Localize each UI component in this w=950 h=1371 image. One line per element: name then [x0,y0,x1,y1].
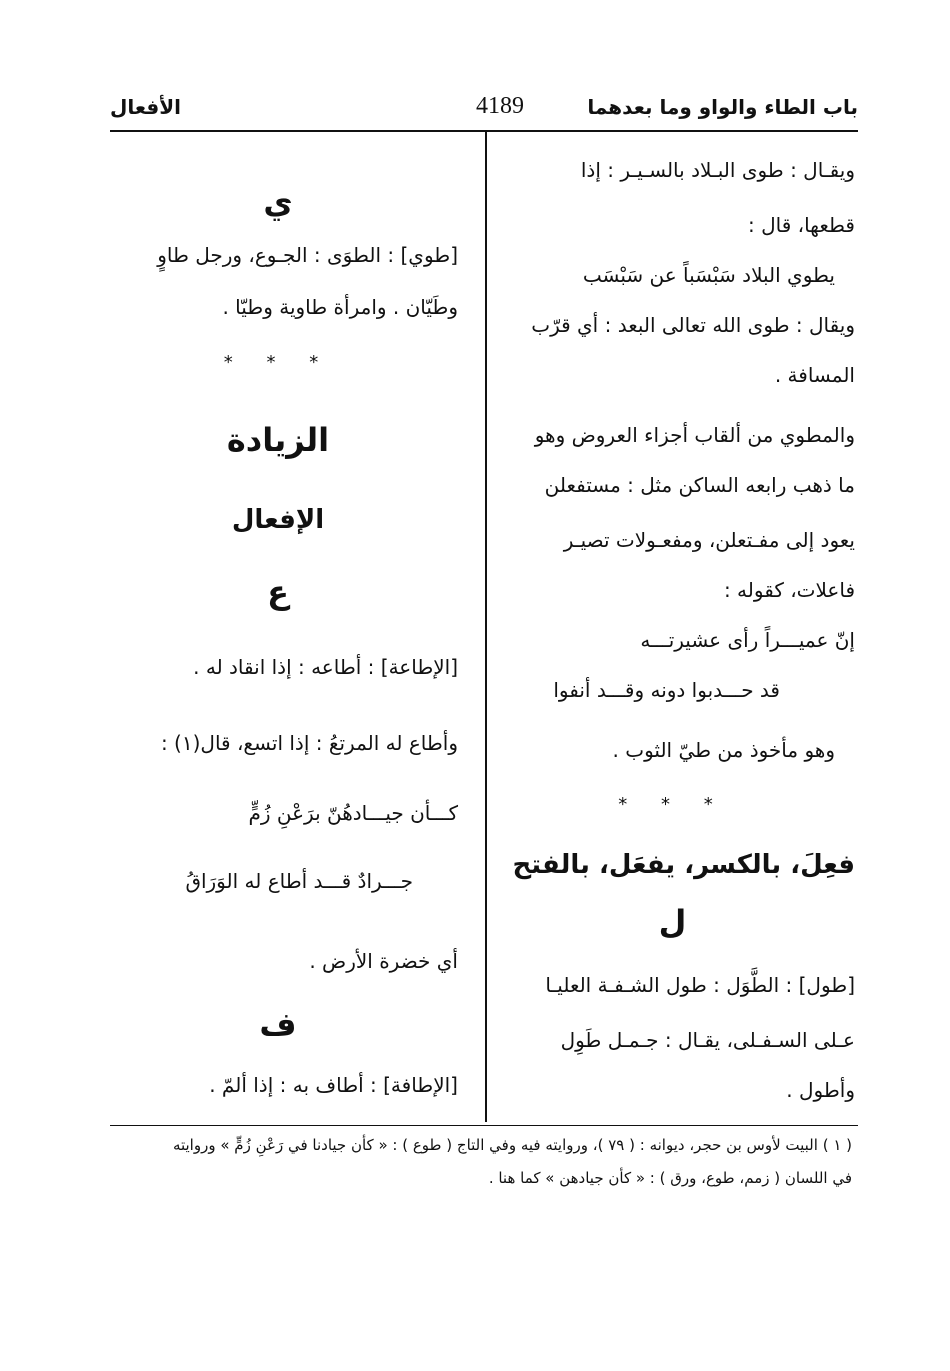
letter-heading: ف [259,1005,297,1043]
entry-line: [الإطاعة] : أطاعه : إذا انقاد له . [193,655,458,679]
header-rule [110,130,858,132]
text-line: يعود إلى مفـتعلن، ومفعـولات تصيـر [563,528,855,552]
entry-line: [طوي] : الطوَى : الجـوع، ورجل طاوٍ [157,243,458,267]
header-left-title: الأفعال [110,95,181,119]
verse-line: جـــرادٌ قـــد أطاع له الوَرَاقُ [185,869,413,893]
text-line: ويقال : طوى الله تعالى البعد : أي قرّب [531,313,855,337]
letter-heading: ي [263,183,293,221]
footnote-line: ( ١ ) البيت لأوس بن حجر، ديوانه : ( ٧٩ )، وروايته فيه وفي التاج ( طوع ) : « كأن جيادنا في رَعْنِ زُمٍّ » وروايته [172,1136,852,1154]
verse-line: قد حـــدبوا دونه وقـــد أنفوا [553,678,780,702]
footnote-rule [110,1125,858,1126]
text-line: وهو مأخوذ من طيّ الثوب . [612,738,835,762]
footnote-line: في اللسان ( زمم، طوع، ورق ) : « كأن جيادهن » كما هنا . [488,1169,852,1187]
page-header [110,95,858,129]
text-line: والمطوي من ألقاب أجزاء العروض وهو [534,423,855,447]
text-line: ما ذهب رابعه الساكن مثل : مستفعلن [544,473,855,497]
entry-line: [الإطافة] : أطاف به : إذا ألمّ . [209,1073,458,1097]
header-right-title: باب الطاء والواو وما بعدهما [587,95,858,119]
section-heading-ziyada: الزيادة [226,421,330,459]
text-line: أي خضرة الأرض . [309,949,458,973]
verse-line: كـــأن جيـــادهُنّ برَعْنِ زُمٍّ [248,801,458,825]
text-line: ويقـال : طوى البـلاد بالسـيـر : إذا [580,158,855,182]
verse-line: يطوي البلاد سَبْسَباً عن سَبْسَب [582,263,835,287]
text-line: وأطول . [786,1078,855,1102]
section-separator: * * * [223,352,333,373]
section-heading: فعِلَ، بالكسر، يفعَل، بالفتح [512,850,855,880]
text-line: وأطاع له المرتعُ : إذا اتسع، قال(١) : [160,731,458,755]
letter-heading: ع [267,573,289,611]
section-heading-ifal: الإفعال [231,505,325,535]
column-divider [485,132,487,1122]
text-line: عـلى السـفـلى، يقـال : جـمـل طَوِل [560,1028,855,1052]
text-line: وطَيّان . وامرأة طاوية وطيّا . [222,295,458,319]
page-number: 4189 [476,93,524,119]
text-line: المسافة . [774,363,855,387]
text-line: فاعلات، كقوله : [723,578,855,602]
text-line: قطعها، قال : [747,213,855,237]
verse-line: إنّ عميـــراً رأى عشيرتـــه [640,628,855,652]
entry-line: [طول] : الطَّوَل : طول الشـفـة العليـا [545,973,855,997]
section-separator: * * * [618,794,727,815]
letter-heading: ل [658,903,687,941]
